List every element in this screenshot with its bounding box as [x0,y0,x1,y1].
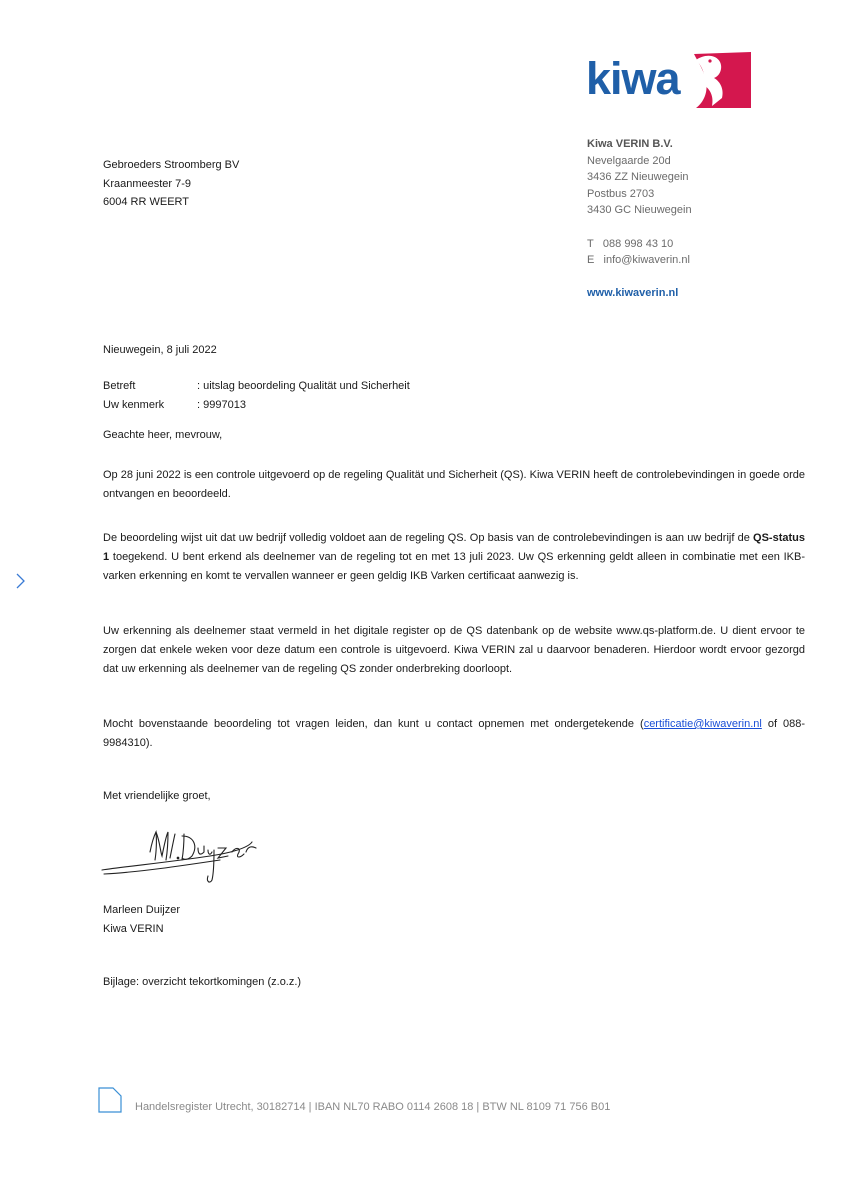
sender-address-line: Postbus 2703 [587,187,655,200]
sender-phone: T 088 998 43 10 [587,237,674,250]
reference-label: Uw kenmerk [103,399,165,411]
signer-name: Marleen Duijzer [103,904,181,916]
sender-email: E info@kiwaverin.nl [587,254,690,267]
sender-address-line: 3436 ZZ Nieuwegein [587,171,689,184]
chevron-right-icon[interactable] [14,572,26,590]
reference-value: : 9997013 [197,399,246,411]
recipient-address [103,156,239,212]
sender-company: Kiwa VERIN B.V. [587,138,673,150]
recipient-line: 6004 RR WEERT [103,196,189,208]
handwritten-signature [100,822,265,897]
sender-website-link[interactable]: www.kiwaverin.nl [587,287,679,300]
contact-email-link[interactable]: certificatie@kiwaverin.nl [643,718,762,730]
signer-block [103,901,180,939]
subject-value: : uitslag beoordeling Qualität und Sicherheit [197,380,410,392]
kiwa-wordmark: kiwa [586,53,680,104]
closing: Met vriendelijke groet, [103,790,211,802]
sender-address-line: 3430 GC Nieuwegein [587,204,692,217]
recipient-line: Kraanmeester 7-9 [103,177,192,190]
reference-block [103,377,410,415]
kiwa-logo [586,48,753,110]
footer-registration: Handelsregister Utrecht, 30182714 | IBAN NL70 RABO 0114 2608 18 | BTW NL 8109 71 756 B01 [135,1101,611,1113]
attachment-note: Bijlage: overzicht tekortkomingen (z.o.z.) [103,976,302,988]
subject-label: Betreft [103,380,136,392]
body-paragraph: Op 28 juni 2022 is een controle uitgevoerd op de regeling Qualität und Sicherheit (QS). Kiwa VERIN heeft de controlebevindingen in goede orde ontvangen en beoordeeld. [103,469,805,500]
signer-organization: Kiwa VERIN [103,923,164,935]
recipient-line: Gebroeders Stroomberg BV [103,159,240,171]
body-paragraph: De beoordeling wijst uit dat uw bedrijf volledig voldoet aan de regeling QS. Op basis van de controlebevindingen is aan uw bedrijf de QS-status 1 toegekend. U bent erkend als deelnemer van de regeling tot en met 13 juli 2023. Uw QS erkenning geldt alleen in combinatie met een IKB-varken erkenning en komt te vervallen wanneer er geen geldig IKB Varken certificaat aanwezig is. [103,532,805,582]
salutation: Geachte heer, mevrouw, [103,429,223,441]
page-corner-icon [98,1087,122,1113]
sender-address-line: Nevelgaarde 20d [587,154,671,167]
body-paragraph: Uw erkenning als deelnemer staat vermeld in het digitale register op de QS datenbank op de website www.qs-platform.de. U dient ervoor te zorgen dat enkele weken voor deze datum een controle is uitgevoerd. Kiwa VERIN zal u daarvoor benaderen. Hierdoor wordt ervoor gezorgd dat uw erkenning als deelnemer van de regeling QS zonder onderbreking doorloopt. [103,625,805,675]
body-paragraph: Mocht bovenstaande beoordeling tot vragen leiden, dan kunt u contact opnemen met ondergetekende (certificatie@kiwaverin.nl of 088-9984310). [103,718,805,749]
date-line: Nieuwegein, 8 juli 2022 [103,344,217,356]
qs-status-text: QS-status 1 [103,532,805,563]
sender-address [587,136,692,302]
